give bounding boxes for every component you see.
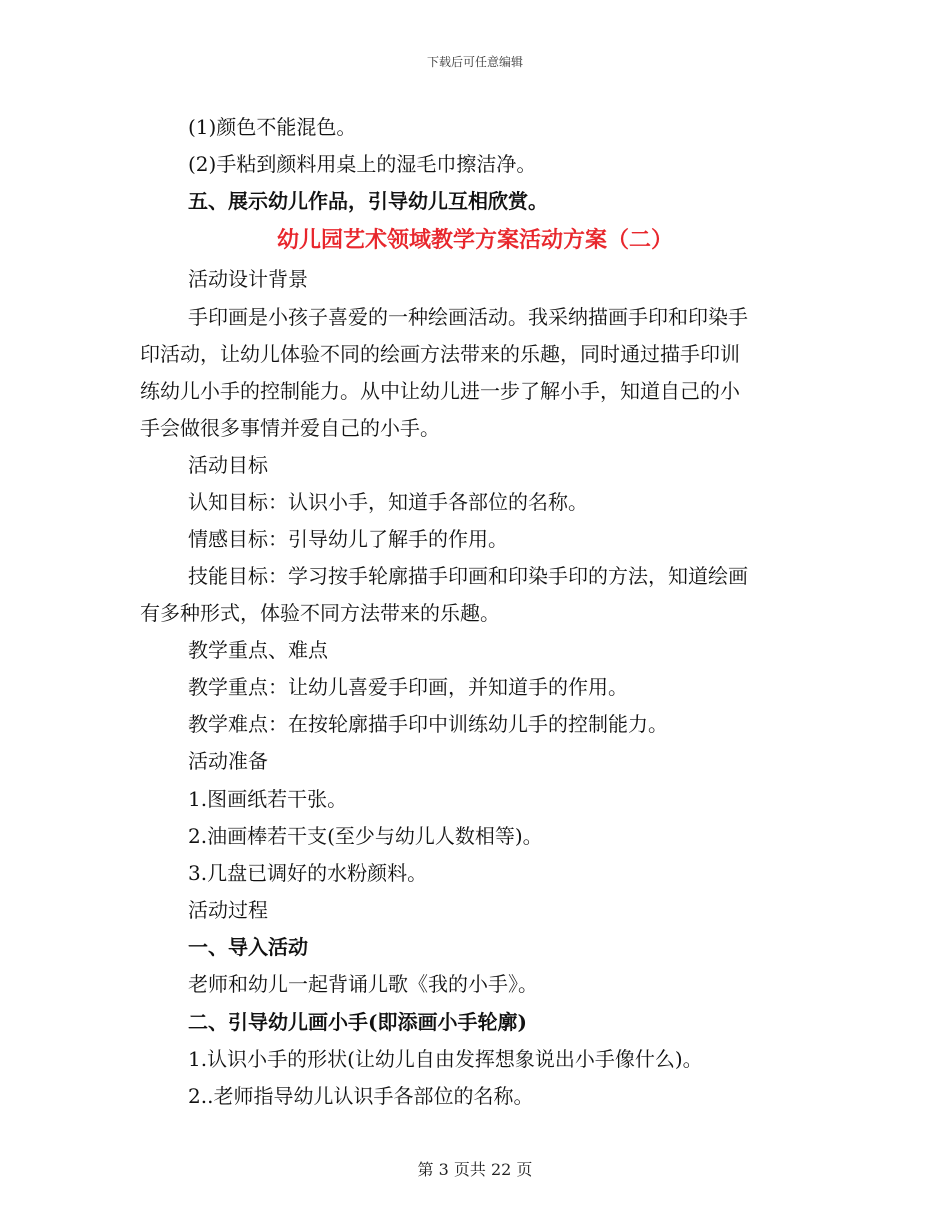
text-line: 1.图画纸若干张。: [188, 787, 348, 811]
text-line: 手印画是小孩子喜爱的一种绘画活动。我采纳描画手印和印染手: [188, 305, 748, 329]
text-line: 教学重点、难点: [188, 638, 328, 662]
text-line: 3.几盘已调好的水粉颜料。: [188, 861, 428, 885]
page-footer: 第 3 页共 22 页: [417, 1160, 533, 1179]
text-line: 手会做很多事情并爱自己的小手。: [140, 416, 440, 440]
text-line: 技能目标：学习按手轮廓描手印画和印染手印的方法，知道绘画: [188, 564, 748, 588]
section-heading: 一、导入活动: [188, 935, 308, 959]
text-line: 活动目标: [188, 453, 268, 477]
text-line: 认知目标：认识小手，知道手各部位的名称。: [188, 490, 588, 514]
text-line: 有多种形式，体验不同方法带来的乐趣。: [140, 601, 500, 625]
text-line: 教学重点：让幼儿喜爱手印画，并知道手的作用。: [188, 675, 628, 699]
text-line: 活动设计背景: [188, 267, 308, 291]
text-line: (1)颜色不能混色。: [188, 115, 357, 139]
text-line: 教学难点：在按轮廓描手印中训练幼儿手的控制能力。: [188, 712, 668, 736]
text-line: 练幼儿小手的控制能力。从中让幼儿进一步了解小手，知道自己的小: [140, 379, 740, 403]
page-header: 下载后可任意编辑: [426, 55, 523, 69]
text-line: 印活动，让幼儿体验不同的绘画方法带来的乐趣，同时通过描手印训: [140, 342, 740, 366]
text-line: 2.油画棒若干支(至少与幼儿人数相等)。: [188, 824, 543, 848]
text-line: 老师和幼儿一起背诵儿歌《我的小手》。: [188, 972, 538, 996]
section-heading: 二、引导幼儿画小手(即添画小手轮廓): [188, 1010, 527, 1034]
text-line: 活动准备: [188, 749, 268, 773]
section-heading: 五、展示幼儿作品，引导幼儿互相欣赏。: [188, 189, 548, 213]
text-line: (2)手粘到颜料用桌上的湿毛巾擦洁净。: [188, 152, 537, 176]
document-title: 幼儿园艺术领域教学方案活动方案（二）: [276, 227, 673, 253]
text-line: 情感目标：引导幼儿了解手的作用。: [188, 527, 508, 551]
text-line: 1.认识小手的形状(让幼儿自由发挥想象说出小手像什么)。: [188, 1047, 703, 1071]
text-line: 活动过程: [188, 898, 268, 922]
text-line: 2..老师指导幼儿认识手各部位的名称。: [188, 1084, 534, 1108]
